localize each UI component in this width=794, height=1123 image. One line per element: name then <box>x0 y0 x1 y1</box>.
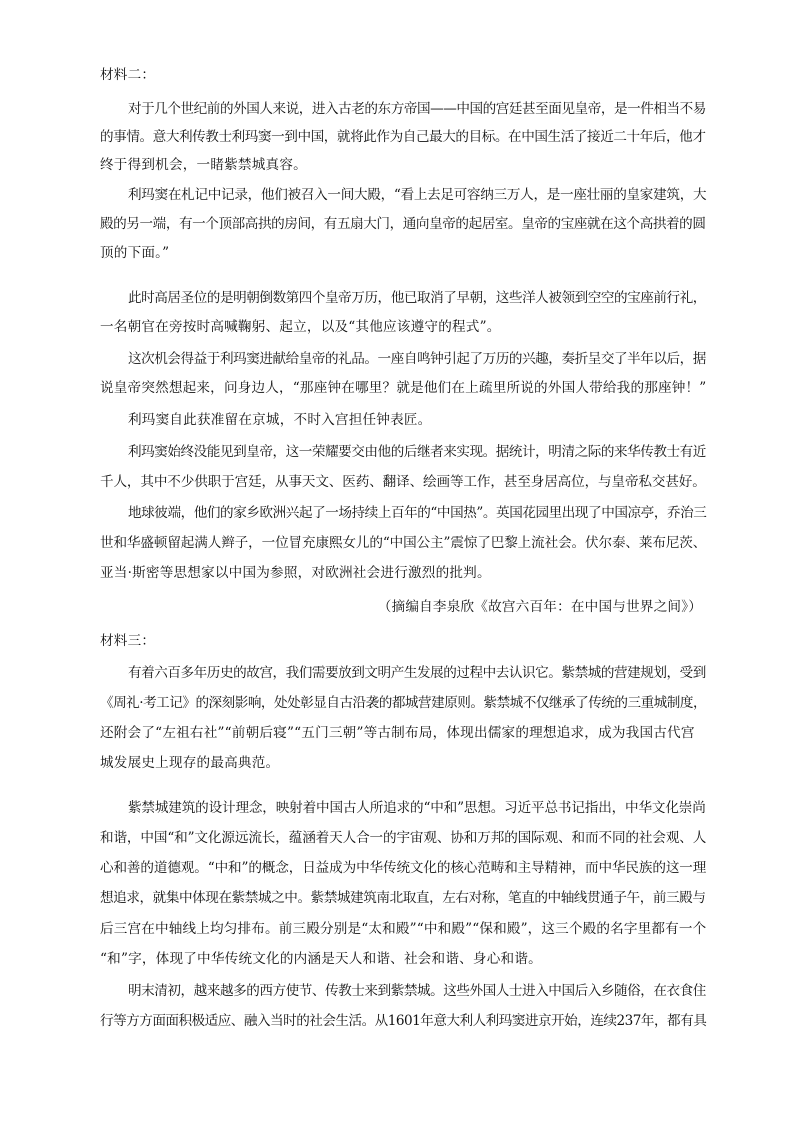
paragraph-line: 亚当·斯密等思想家以中国为参照，对欧洲社会进行激烈的批判。 <box>100 565 491 581</box>
paragraph-line: 利玛窦在札记中记录，他们被召入一间大殿，“看上去足可容纳三万人，是一座壮丽的皇家建筑，大 <box>128 187 707 203</box>
material-three-heading: 材料三： <box>100 633 156 649</box>
paragraph-line: 终于得到机会，一睹紫禁城真容。 <box>100 157 307 173</box>
paragraph-line: 此时高居圣位的是明朝倒数第四个皇帝万历，他已取消了早朝，这些洋人被领到空空的宝座前行礼， <box>128 290 706 306</box>
paragraph-line: 一名朝官在旁按时高喊鞠躬、起立，以及“其他应该遵守的程式”。 <box>100 319 501 335</box>
paragraph-line: 有着六百多年历史的故宫，我们需要放到文明产生发展的过程中去认识它。紫禁城的营建规划，受到 <box>128 665 706 681</box>
paragraph-line: 利玛窦始终没能见到皇帝，这一荣耀要交由他的后继者来实现。据统计，明清之际的来华传教士有近 <box>128 444 706 460</box>
material-two-heading: 材料二： <box>100 67 156 83</box>
paragraph-line: 殿的另一端，有一个顶部高拱的房间，有五扇大门，通向皇帝的起居室。皇帝的宝座就在这个高拱着的圆 <box>100 216 706 232</box>
paragraph-line: 明末清初，越来越多的西方使节、传教士来到紫禁城。这些外国人士进入中国后入乡随俗，在衣食住 <box>128 983 706 999</box>
paragraph-line: 城发展史上现存的最高典范。 <box>100 755 280 771</box>
paragraph-line: 世和华盛顿留起满人辫子，一位冒充康熙女儿的“中国公主”震惊了巴黎上流社会。伏尔泰、莱布尼茨、 <box>100 535 707 551</box>
paragraph-line: 和谐，中国“和”文化源远流长，蕴涵着天人合一的宇宙观、协和万邦的国际观、和而不同的社会观、人 <box>100 830 707 846</box>
paragraph-line: 顶的下面。” <box>100 245 170 261</box>
paragraph-line: 这次机会得益于利玛窦进献给皇帝的礼品。一座自鸣钟引起了万历的兴趣，奏折呈交了半年以后，据 <box>128 351 706 367</box>
paragraph-line: 地球彼端，他们的家乡欧洲兴起了一场持续上百年的“中国热”。英国花园里出现了中国凉亭，乔治三 <box>128 505 707 521</box>
paragraph-line: 利玛窦自此获准留在京城，不时入宫担任钟表匠。 <box>128 412 432 428</box>
paragraph-line: “和”字，体现了中华传统文化的内涵是天人和谐、社会和谐、身心和谐。 <box>100 951 542 967</box>
paragraph-line: 紫禁城建筑的设计理念，映射着中国古人所追求的“中和”思想。习近平总书记指出，中华文化崇尚 <box>128 800 706 816</box>
paragraph-line: 对于几个世纪前的外国人来说，进入古老的东方帝国——中国的宫廷甚至面见皇帝，是一件相当不易 <box>128 101 706 117</box>
paragraph-line: 千人，其中不少供职于宫廷，从事天文、医药、翻译、绘画等工作，甚至身居高位，与皇帝私交甚好。 <box>100 474 706 490</box>
paragraph-line: 说皇帝突然想起来，问身边人，“那座钟在哪里？就是他们在上疏里所说的外国人带给我的那座钟！” <box>100 380 707 396</box>
paragraph-line: 心和善的道德观。“中和”的概念，日益成为中华传统文化的核心范畴和主导精神，而中华民族的这一理 <box>100 860 707 876</box>
paragraph-line: 的事情。意大利传教士利玛窦一到中国，就将此作为自己最大的目标。在中国生活了接近二十年后，他才 <box>100 129 706 145</box>
paragraph-line: 《周礼·考工记》的深刻影响，处处彰显自古沿袭的都城营建原则。紫禁城不仅继承了传统的三重城制度， <box>100 695 707 711</box>
source-citation: （摘编自李泉欣《故宫六百年：在中国与世界之间》） <box>377 599 702 615</box>
paragraph-line: 后三宫在中轴线上均匀排布。前三殿分别是“太和殿”“中和殿”“保和殿”，这三个殿的名字里都有一个 <box>100 921 707 937</box>
paragraph-line: 还附会了“左祖右社”“前朝后寝”“五门三朝”等古制布局，体现出儒家的理想追求，成为我国古代宫 <box>100 725 695 741</box>
paragraph-line: 行等方方面面积极适应、融入当时的社会生活。从1601年意大利人利玛窦进京开始，连续237年，都有具 <box>100 1013 707 1029</box>
paragraph-line: 想追求，就集中体现在紫禁城之中。紫禁城建筑南北取直，左右对称，笔直的中轴线贯通子午，前三殿与 <box>100 890 706 906</box>
